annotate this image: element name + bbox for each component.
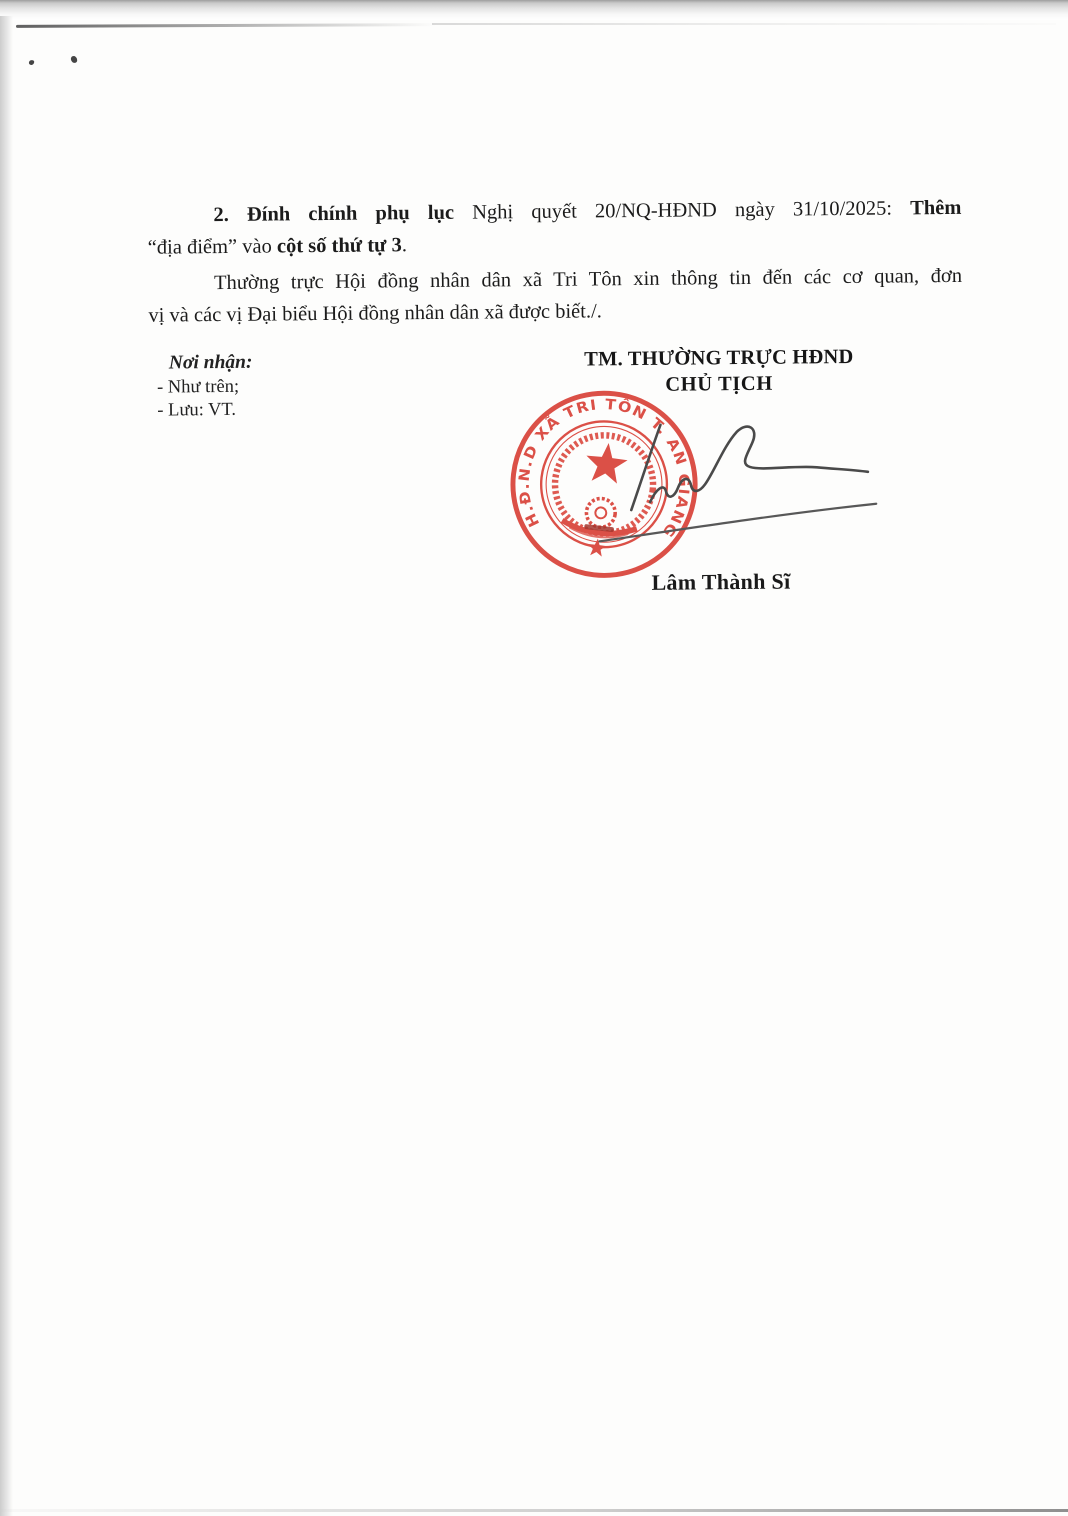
signer-name: Lâm Thành Sĩ — [651, 568, 791, 595]
text-run: . — [401, 234, 407, 257]
recipients-item: - Lưu: VT. — [157, 399, 237, 421]
paragraph-notice — [148, 260, 963, 332]
paragraph-correction — [147, 192, 962, 264]
signature-stroke — [649, 425, 868, 501]
text-run: “địa điểm” vào — [147, 235, 278, 259]
signature-underline-stroke — [599, 504, 876, 542]
paragraph-notice-line-1: Thường trực Hội đồng nhân dân xã Tri Tôn xin thông tin đến các cơ quan, đơn — [213, 264, 963, 295]
signing-authority: TM. THƯỜNG TRỰC HĐND — [584, 345, 854, 371]
recipients-heading: Nơi nhận: — [168, 351, 253, 374]
text-run: Nghị quyết 20/NQ-HĐND ngày 31/10/2025: — [453, 197, 911, 224]
paragraph-notice-line-2: vị và các vị Đại biểu Hội đồng nhân dân xã được biết./. — [148, 300, 602, 327]
recipients-item: - Như trên; — [156, 376, 240, 398]
bold-run: 2. Đính chính phụ lục — [213, 201, 455, 227]
bold-run: cột số thứ tự 3 — [276, 234, 402, 258]
handwritten-signature — [586, 400, 888, 563]
paragraph-correction-line-2 — [148, 224, 962, 264]
seal-ring-text: H.Đ.N.D XÃ TRI TÔN T. AN GIANG — [516, 396, 692, 540]
bold-run: Thêm — [910, 196, 962, 220]
signing-title: CHỦ TỊCH — [665, 372, 773, 396]
recipients-block — [157, 351, 253, 423]
signature-stroke — [630, 425, 661, 510]
